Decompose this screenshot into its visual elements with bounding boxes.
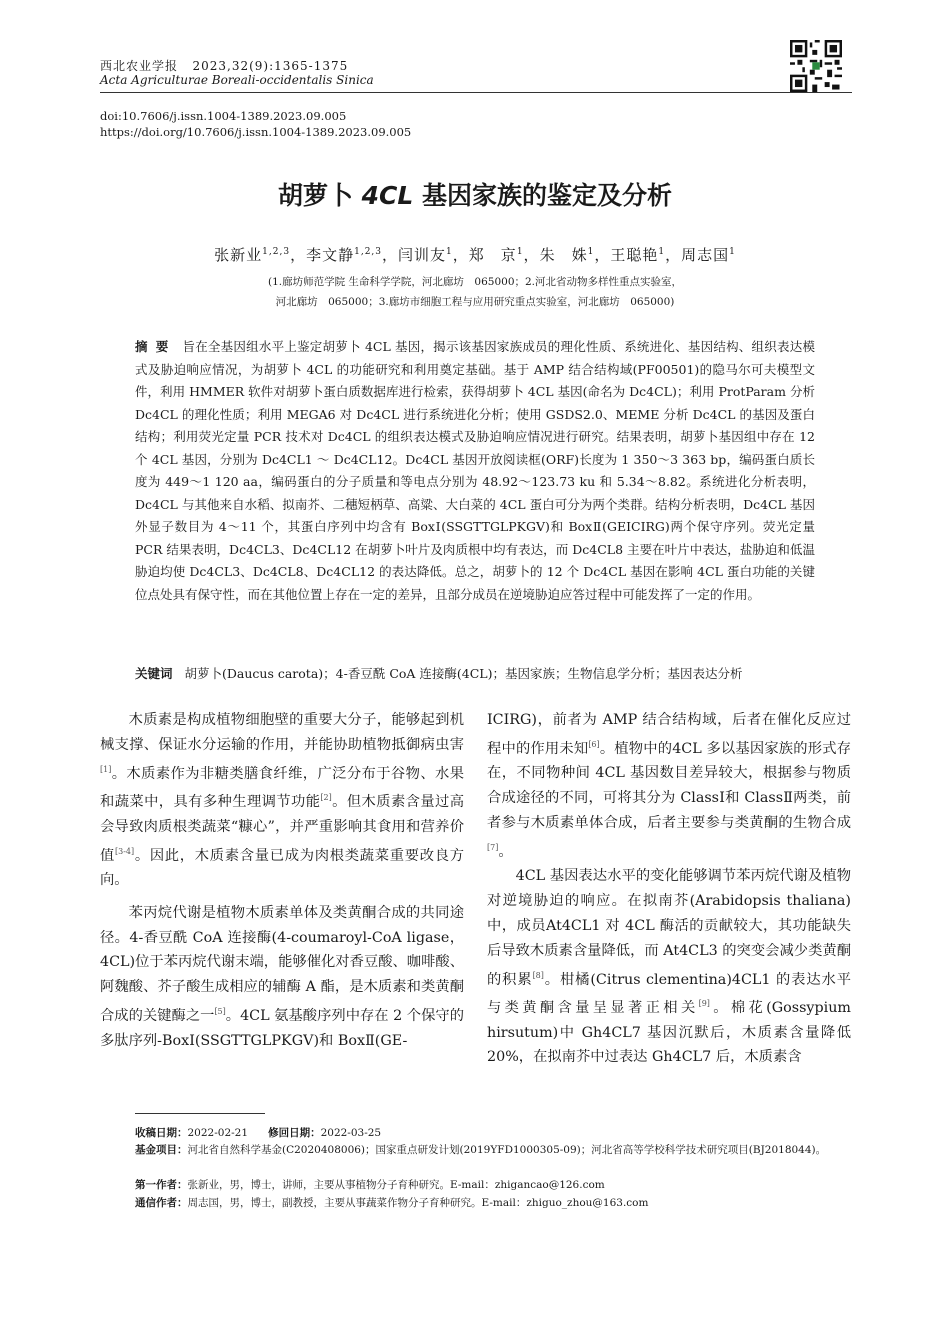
title-part: 胡萝卜 [277,181,362,210]
author: 闫训友$^1$， [398,246,469,264]
citation-link[interactable]: [3-4] [115,846,135,856]
paper-title [0,176,950,212]
journal-name-cn: 西北农业学报 [100,59,179,73]
body-column-left [100,708,464,1053]
abstract-text: 旨在全基因组水平上鉴定胡萝卜 4CL 基因，揭示该基因家族成员的理化性质、系统进化、基因结构、组织表达模式及胁迫响应情况，为胡萝卜 4CL 的功能研究和利用奠定基础。基于 AMP 结合结构域(PF00501)的隐马尔可夫模型文件，利用 HMMER 软件对胡萝卜蛋白质数据库进行检索，获得胡萝卜 4CL 基因(命名为 Dc4CL)；利用 ProtParam 分析 Dc4CL 的理化性质；利用 MEGA6 对 Dc4CL 进行系统进化分析；使用 GSDS2.0、MEME 分析 Dc4CL 的基因及蛋白结构；利用荧光定量 PCR 技术对 Dc4CL 的组织表达模式及胁迫响应情况进行研究。结果表明，胡萝卜基因组中存在 12 个 4CL 基因，分别为 Dc4CL1 ～ Dc4CL12。Dc4CL 基因开放阅读框(ORF)长度为 1 350～3 363 bp，编码蛋白质长度为 449～1 120 aa，编码蛋白的分子质量和等电点分别为 48.92～123.73 ku 和 5.34～8.82。系统进化分析表明，Dc4CL 与其他来自水稻、拟南芥、二穗短柄草、高粱、大白菜的 4CL 蛋白可分为两个类群。结构分析表明，Dc4CL 基因外显子数目为 4～11 个，其蛋白序列中均含有 BoxⅠ(SSGTTGLPKGV)和 BoxⅡ(GEICIRG)两个保守序列。荧光定量 PCR 结果表明，Dc4CL3、Dc4CL12 在胡萝卜叶片及肉质根中均有表达，而 Dc4CL8 主要在叶片中表达，盐胁迫和低温胁迫均使 Dc4CL3、Dc4CL8、Dc4CL12 的表达降低。总之，胡萝卜的 12 个 Dc4CL 基因在影响 4CL 蛋白功能的关键位点处具有保守性，而在其他位置上存在一定的差异，且部分成员在逆境胁迫应答过程中可能发挥了一定的作用。 [135,339,815,602]
citation-link[interactable]: [7] [487,842,499,852]
citation-link[interactable]: [6] [588,739,600,749]
title-part: 基因家族的鉴定及分析 [413,181,673,210]
body-paragraph: 木质素是构成植物细胞壁的重要大分子，能够起到机械支撑、保证水分运输的作用，并能协助植物抵御病虫害[1]。木质素作为非糖类膳食纤维，广泛分布于谷物、水果和蔬菜中，具有多种生理调节功能[2]。但木质素含量过高会导致肉质根类蔬菜“糠心”，并严重影响其食用和营养价值[3-4]。因此，木质素含量已成为肉根类蔬菜重要改良方向。 [100,712,465,889]
affiliation-line: 河北廊坊 065000；3.廊坊市细胞工程与应用研究重点实验室，河北廊坊 065000) [275,296,675,308]
body-paragraph: 4CL 基因表达水平的变化能够调节苯丙烷代谢及植物对逆境胁迫的响应。在拟南芥(Arabidopsis thaliana)中，成员At4CL1 对 4CL 酶活的贡献较大，其功能缺失后导致木质素含量降低，而 At4CL3 的突变会减少类黄酮的积累[8]。柑橘(Citrus clementina)4CL1 的表达水平与类黄酮含量呈显著正相关[9]。棉花(Gossypium hirsutum)中 Gh4CL7 基因沉默后，木质素含量降低 20%，在拟南芥中过表达 Gh4CL7 后，木质素含 [487,868,851,1066]
keywords-text: 胡萝卜(Daucus carota)；4-香豆酰 CoA 连接酶(4CL)；基因家族；生物信息学分析；基因表达分析 [184,666,743,681]
doi-block [100,108,411,140]
footnote-divider [135,1113,265,1114]
author: 张新业$^{1,2,3}$， [214,246,307,264]
qr-code-icon [790,40,842,92]
journal-header [100,57,348,74]
journal-issue: 2023,32(9):1365-1375 [192,59,349,73]
author: 周志国$^1$ [681,246,736,264]
footnote-dates: 收稿日期：2022-02-21 修回日期：2022-03-25 [135,1127,382,1139]
keywords [135,664,815,684]
footnote-corresponding-author: 通信作者：周志国，男，博士，副教授，主要从事蔬菜作物分子育种研究。E-mail：zhiguo_zhou@163.com [135,1197,649,1209]
citation-link[interactable]: [2] [320,793,332,803]
title-gene: 4CL [361,181,414,210]
citation-link[interactable]: [9] [698,999,710,1009]
author: 朱 姝$^1$， [539,246,611,264]
body-paragraph: 苯丙烷代谢是植物木质素单体及类黄酮合成的共同途径。4-香豆酰 CoA 连接酶(4-coumaroyl-CoA ligase，4CL)位于苯丙烷代谢末端，能够催化对香豆酸、咖啡酸、阿魏酸、芥子酸生成相应的辅酶 A 酯，是木质素和类黄酮合成的关键酶之一[5]。4CL 氨基酸序列中存在 2 个保守的多肽序列-BoxⅠ(SSGTTGLPKGV)和 BoxⅡ(GE- [100,904,465,1049]
citation-link[interactable]: [8] [532,970,544,980]
abstract [135,336,815,606]
body-column-right [487,708,851,1070]
doi-line: doi:10.7606/j.issn.1004-1389.2023.09.005 [100,109,347,123]
abstract-label: 摘要 [135,339,177,354]
footnote-fund: 基金项目：河北省自然科学基金(C2020408006)；国家重点研发计划(2019YFD1000305-09)；河北省高等学校科学技术研究项目(BJ2018044)。 [135,1144,827,1156]
author: 李文静$^{1,2,3}$， [306,246,399,264]
header-divider [100,92,852,93]
author: 郑 京$^1$， [468,246,540,264]
body-paragraph: ICIRG)，前者为 AMP 结合结构域，后者在催化反应过程中的作用未知[6]。植物中的4CL 多以基因家族的形式存在，不同物种间 4CL 基因数目差异较大，根据参与物质合成途径的不同，可将其分为 ClassⅠ和 ClassⅡ两类，前者参与木质素单体合成，后者主要参与类黄酮的生物合成[7]。 [487,712,851,860]
citation-link[interactable]: [1] [100,764,112,774]
journal-name-latin: Acta Agriculturae Boreali-occidentalis Sinica [100,73,374,87]
doi-url[interactable]: https://doi.org/10.7606/j.issn.1004-1389.2023.09.005 [100,125,412,139]
author-list [0,244,950,265]
footnote-first-author: 第一作者：张新业，男，博士，讲师，主要从事植物分子育种研究。E-mail：zhigancao@126.com [135,1179,605,1191]
affiliation-line: (1.廊坊师范学院 生命科学学院，河北廊坊 065000；2.河北省动物多样性重点实验室， [267,276,683,288]
citation-link[interactable]: [5] [214,1007,226,1017]
keywords-label: 关键词 [135,666,173,681]
author: 王聪艳$^1$， [610,246,682,264]
